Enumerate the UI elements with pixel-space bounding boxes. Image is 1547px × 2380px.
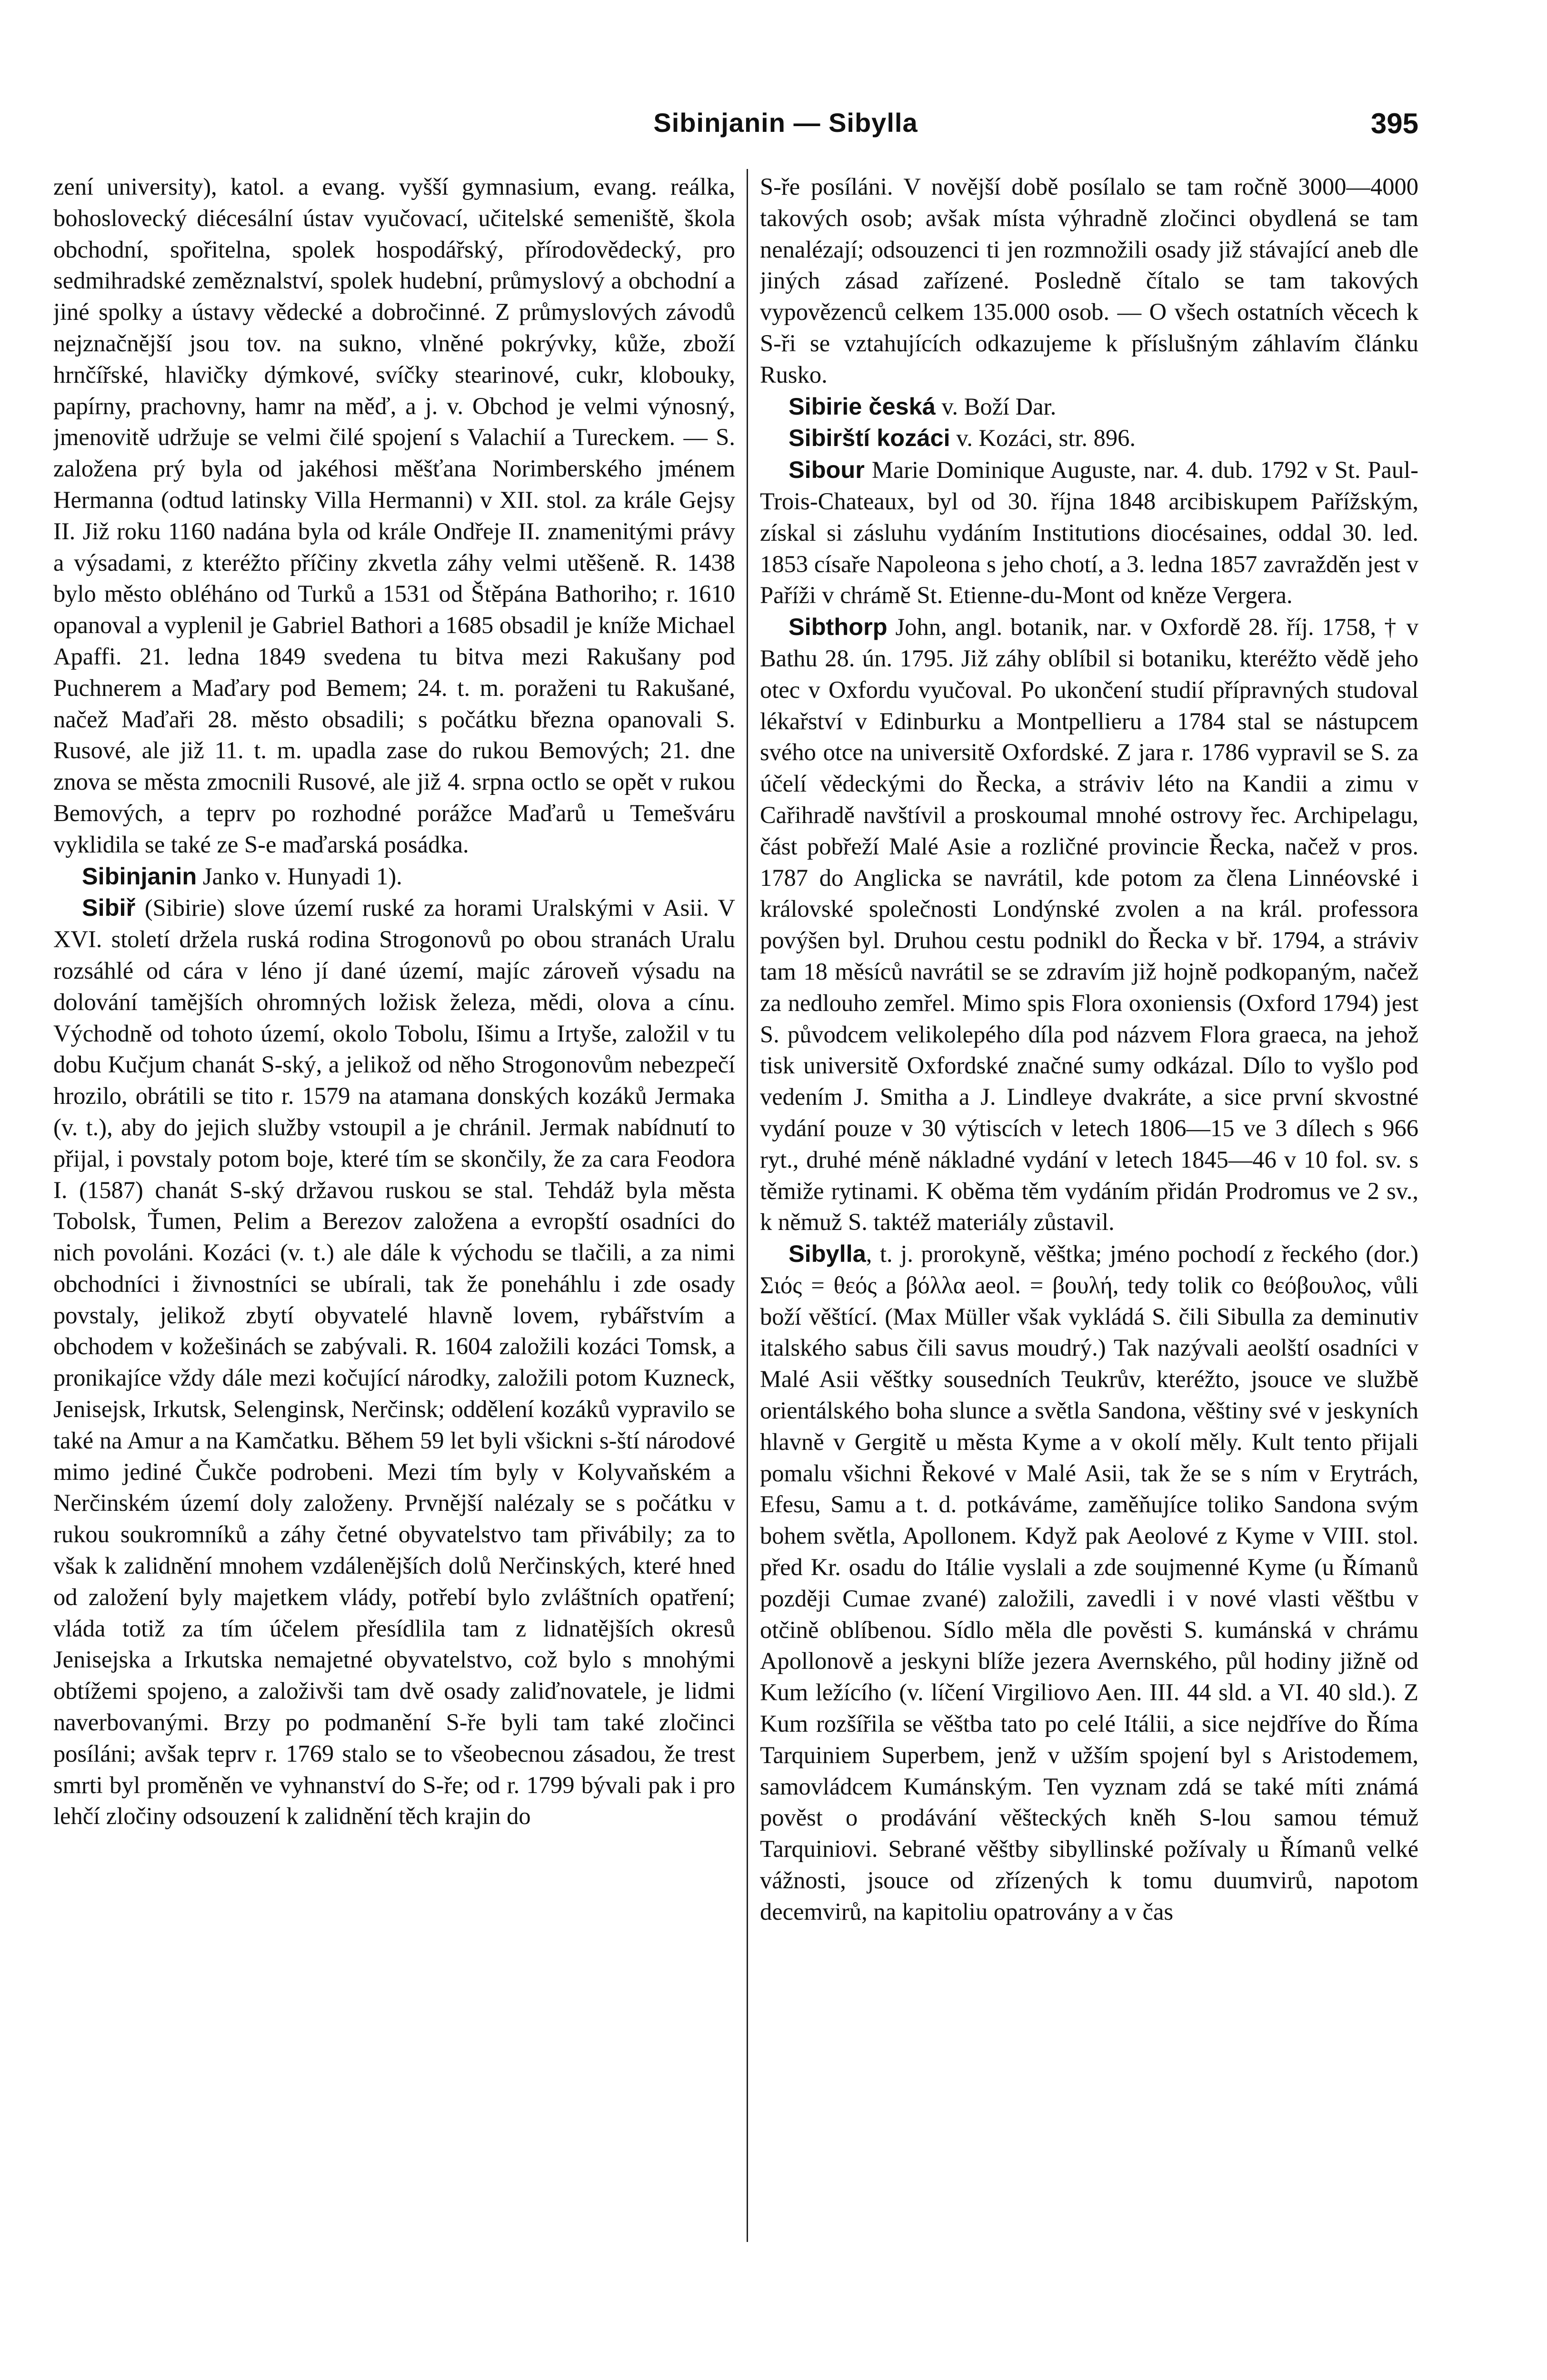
dictionary-entry [760, 454, 1418, 611]
continued-text [760, 171, 1418, 391]
entry-body: John, angl. botanik, nar. v Oxfordě 28. říj. 1758, † v Bathu 28. ún. 1795. Již záhy oblíbil si botaniku, kteréžto vědě jeho otec v Oxfordu vyučoval. Po ukončení studií přípravných studoval lékařství v Edinburku a Montpellieru a 1784 stal se nástupcem svého otce na universitě Oxfordské. Z jara r. 1786 vypravil se S. za účelí vědeckými do Řecka, a stráviv léto na Kandii a zimu v Cařihradě navštívil a proskoumal mnohé ostrovy řec. Archipelagu, část pobřeží Malé Asie a rozličné provincie Řecka, načež v pros. 1787 do Anglicka se navrátil, kde potom za člena Linnéovské i královské společnosti Londýnské zvolen a na král. professora povýšen byl. Druhou cestu podnikl do Řecka v bř. 1794, a stráviv tam 18 měsíců navrátil se se zdravím již hojně podkopaným, načež za nedlouho zemřel. Mimo spis Flora oxoniensis (Oxford 1794) jest S. původcem velikolepého díla pod názvem Flora graeca, na jehož tisk universitě Oxfordské značné sumy odkázal. Dílo to vyšlo pod vedením J. Smitha a J. Lindleye dvakráte, a sice první skvostné vydání pouze v 30 výtiscích v letech 1806—15 ve 3 dílech s 966 ryt., druhé méně nákladné vydání v letech 1845—46 v 10 fol. sv. s těmiže rytinami. K oběma těm vydáním přidán Prodromus ve 2 sv., k němuž S. taktéž materiály zůstavil. [760, 614, 1418, 1236]
dictionary-entry [53, 892, 735, 1832]
entry-headword: Sibinjanin [82, 862, 197, 890]
dictionary-entry [760, 611, 1418, 1238]
entry-headword: Sibirie česká [788, 392, 936, 420]
entry-body: S-ře posíláni. V novější době posílalo se tam ročně 3000—4000 takových osob; avšak místa výhradně zločinci obydlená se tam nenalézají; odsouzenci ti jen rozmnožili osady již stávající aneb dle jiných zásad zařízené. Posledně čítalo se tam takových vypovězenců celkem 135.000 osob. — O všech ostatních věcech k S-ři se vztahujících odkazujeme k příslušným záhlavím článku Rusko. [760, 173, 1418, 388]
dictionary-entry [760, 422, 1418, 454]
entry-headword: Sibiř [82, 894, 136, 922]
column-divider [747, 169, 748, 2242]
continued-text [53, 171, 735, 861]
dictionary-entry [53, 861, 735, 892]
page-number: 395 [1370, 108, 1418, 139]
entry-headword: Sibirští kozáci [788, 424, 950, 452]
entry-body: v. Kozáci, str. 896. [950, 425, 1136, 452]
left-column [53, 171, 735, 2247]
right-column [760, 171, 1418, 2247]
entry-headword: Sibthorp [788, 613, 888, 641]
entry-body: (Sibirie) slove území ruské za horami Uralskými v Asii. V XVI. století držela ruská rodina Strogonovů po obou stranách Uralu rozsáhlé od cára v léno jí dané území, majíc zároveň výsadu na dolování tamějších ohromných ložisk železa, mědi, olova a cínu. Východně od tohoto území, okolo Tobolu, Išimu a Irtyše, založil v tu dobu Kučjum chanát S-ský, a jelikož od něho Strogonovům nebezpečí hrozilo, obrátili se tito r. 1579 na atamana donských kozáků Jermaka (v. t.), aby do jejich služby vstoupil a je chránil. Jermak nabídnutí to přijal, i povstaly potom boje, které tím se skončily, že za cara Feodora I. (1587) chanát S-ský državou ruskou se stal. Tehdáž byla města Tobolsk, Ťumen, Pelim a Berezov založena a evropští osadníci do nich povoláni. Kozáci (v. t.) ale dále k východu se tlačili, a za nimi obchodníci i živnostníci se ubírali, tak že poneháhlu i zde osady povstaly, jelikož zbytí obyvatelé hlavně lovem, rybářstvím a obchodem v kožešinách se zabývali. R. 1604 založili kozáci Tomsk, a pronikajíce vždy dále mezi kočující národky, založili potom Kuzneck, Jenisejsk, Irkutsk, Selenginsk, Nerčinsk; oddělení kozáků vypravilo se také na Amur a na Kamčatku. Během 59 let byli všickni s-ští národové mimo jediné Čukče podrobeni. Mezi tím byly v Kolyvaňském a Nerčinském území doly založeny. Prvnější nalézaly se s počátku v rukou soukromníků a záhy četné obyvatelstvo tam přivábily; za to však k zalidnění mnohem vzdálenějších dolů Nerčinských, které hned od založení byly majetkem vlády, potřebí bylo zvláštních opatření; vláda totiž za tím účelem přesídlila tam z lidnatějších okresů Jenisejska a Irkutska nemajetné obyvatelstvo, což bylo s mnohými obtížemi spojeno, a založivši tam dvě osady zaliďnovatele, je lidmi naverbovanými. Brzy po podmanění S-ře byli tam také zločinci posíláni; avšak teprv r. 1769 stalo se to všeobecnou zásadou, že trest smrti byl proměněn ve vyhnanství do S-ře; od r. 1799 bývali pak i pro lehčí zločiny odsouzení k zalidnění těch krajin do [53, 894, 735, 1830]
entry-body: , t. j. prorokyně, věštka; jméno pochodí z řeckého (dor.) Σιός = θεός a βόλλα aeol. = βουλή, tedy tolik co θεόβουλος, vůli boží věštící. (Max Müller však vykládá S. čili Sibulla za deminutiv italského sabus čili savus moudrý.) Tak nazývali aeolští osadníci v Malé Asii věštky sousedních Teukrův, kteréžto, jsouce ve službě orientálského boha slunce a světla Sandona, věštiny své v jeskyních hlavně v Gergitě u města Kyme a v okolí měly. Kult tento přijali pomalu všichni Řekové v Malé Asii, tak že se s ním v Erytrách, Efesu, Samu a t. d. potkáváme, zaměňujíce toliko Sandona svým bohem světla, Apollonem. Když pak Aeolové z Kyme v VIII. stol. před Kr. osadu do Itálie vyslali a zde soujmenné Kyme (u Římanů později Cumae zvané) založili, zavedli i v nové vlasti věštbu v otčině oblíbenou. Sídlo měla dle pověsti S. kumánská v chrámu Apollonově a jeskyni blíže jezera Avernského, půl hodiny jižně od Kum ležícího (v. líčení Virgiliovo Aen. III. 44 sld. a VI. 40 sld.). Z Kum rozšířila se věštba tato po celé Itálii, a sice nejdříve do Říma Tarquiniem Superbem, jenž v užším spojení byl s Aristodemem, samovládcem Kumánským. Ten vyznam zdá se také míti známá pověst o prodávání věšteckých kněh S-lou samou témuž Tarquiniovi. Sebrané věštby sibyllinské požívaly u Římanů velké vážnosti, jsouce od zřízených k tomu duumvirů, napotom decemvirů, na kapitoliu opatrovány a v čas [760, 1240, 1418, 1925]
entry-body: zení university), katol. a evang. vyšší gymnasium, evang. reálka, bohoslovecký diécesální ústav vyučovací, učitelské semeniště, škola obchodní, spořitelna, spolek hospodářský, přírodovědecký, pro sedmihradské zeměznalství, spolek hudební, průmyslový a obchodní a jiné spolky a ústavy vědecké a dobročinné. Z průmyslových závodů nejznačnější jsou tov. na sukno, vlněné pokrývky, kůže, zboží hrnčířské, hlavičky dýmkové, svíčky stearinové, cukr, klobouky, papírny, prachovny, hamr na měď, a j. v. Obchod je velmi výnosný, jmenovitě udržuje se velmi čilé spojení s Valachií a Tureckem. — S. založena prý byla od jakéhosi měšťana Norimberského jménem Hermanna (odtud latinsky Villa Hermanni) v XII. stol. za krále Gejsy II. Již roku 1160 nadána byla od krále Ondřeje II. znamenitými právy a výsadami, z kteréžto příčiny zkvetla záhy velmi utěšeně. R. 1438 bylo město obléháno od Turků a 1531 od Štěpána Bathoriho; r. 1610 opanoval a vyplenil je Gabriel Bathori a 1685 obsadil je kníže Michael Apaffi. 21. ledna 1849 svedena tu bitva mezi Rakušany pod Puchnerem a Maďary pod Bemem; 24. t. m. poraženi tu Rakušané, načež Maďaři 28. město obsadili; s počátku března opanovali S. Rusové, ale již 11. t. m. upadla zase do rukou Bemových; 21. dne znova se města zmocnili Rusové, ale již 4. srpna octlo se opět v rukou Bemových, a teprv po rozhodné porážce Maďarů u Temešváru vyklidila se také ze S-e maďarská posádka. [53, 173, 735, 858]
entry-body: v. Boží Dar. [935, 393, 1057, 420]
entry-headword: Sibylla [788, 1240, 866, 1268]
dictionary-entry [760, 1238, 1418, 1928]
entry-body: Marie Dominique Auguste, nar. 4. dub. 1792 v St. Paul-Trois-Chateaux, byl od 30. října 1848 arcibiskupem Pařížským, získal si zásluhu vydáním Institutions diocésaines, oddal 30. led. 1853 císaře Napoleona s jeho chotí, a 3. ledna 1857 zavražděn jest v Paříži v chrámě St. Etienne-du-Mont od kněze Vergera. [760, 456, 1418, 609]
running-head: Sibinjanin — Sibylla [653, 108, 918, 138]
entry-headword: Sibour [788, 456, 865, 484]
dictionary-entry [760, 391, 1418, 423]
entry-body: Janko v. Hunyadi 1). [197, 863, 402, 890]
